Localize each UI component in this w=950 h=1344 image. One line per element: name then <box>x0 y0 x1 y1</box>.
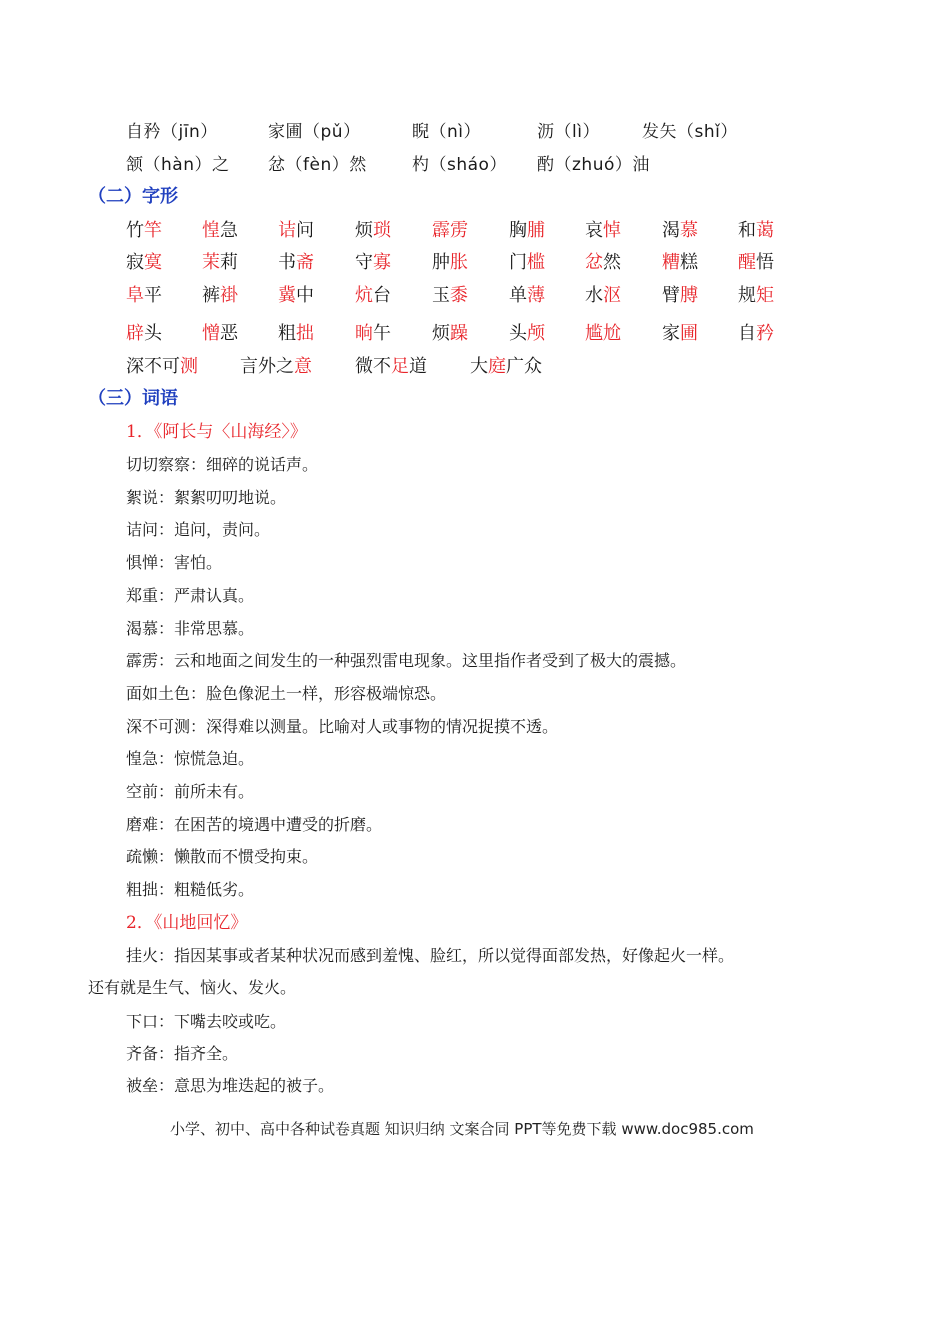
glyph-word <box>662 319 698 345</box>
idiom-4 <box>470 352 542 378</box>
definition-item: 霹雳：云和地面之间发生的一种强烈雷电现象。这里指作者受到了极大的震撼。 <box>126 651 687 671</box>
idiom-text: 大 <box>470 356 488 377</box>
definition-item: 郑重：严肃认真。 <box>126 585 255 605</box>
idiom-2 <box>240 352 312 378</box>
glyph-word <box>662 216 698 242</box>
glyph-word <box>355 319 391 345</box>
glyph-plain: 糕 <box>680 252 698 273</box>
glyph-highlight: 斋 <box>296 252 314 273</box>
section-title-glyphs: （二）字形 <box>88 186 178 207</box>
glyph-word <box>202 319 238 345</box>
glyph-highlight: 沤 <box>603 285 621 306</box>
glyph-highlight: 拙 <box>296 323 314 344</box>
idiom-highlight: 足 <box>391 356 409 377</box>
glyph-word <box>738 248 774 274</box>
idiom-3 <box>355 352 427 378</box>
definition-item: 疏懒：懒散而不惯受拘束。 <box>126 847 319 867</box>
definition-item: 渴慕：非常思慕。 <box>126 618 255 638</box>
footer-text: 小学、初中、高中各种试卷真题 知识归纳 文案合同 PPT等免费下载 www.doc985.com <box>170 1120 754 1138</box>
glyph-plain: 和 <box>738 220 756 241</box>
glyph-highlight: 醒 <box>738 252 756 273</box>
glyph-highlight: 颅 <box>527 323 545 344</box>
pinyin-2-3: 杓（sháo） <box>412 155 507 175</box>
pinyin-1-2: 家圃（pǔ） <box>268 122 361 142</box>
glyph-word <box>738 281 774 307</box>
glyph-highlight: 薄 <box>527 285 545 306</box>
glyph-highlight: 惶 <box>202 220 220 241</box>
glyph-highlight: 阜 <box>126 285 144 306</box>
glyph-highlight: 矩 <box>756 285 774 306</box>
glyph-highlight: 竿 <box>144 220 162 241</box>
glyph-highlight: 尴尬 <box>585 323 621 344</box>
glyph-word <box>202 248 238 274</box>
glyph-plain: 然 <box>603 252 621 273</box>
glyph-highlight: 晌 <box>355 323 373 344</box>
glyph-word <box>738 319 774 345</box>
idiom-highlight: 庭 <box>488 356 506 377</box>
definition-guahuo-cont: 还有就是生气、恼火、发火。 <box>88 978 297 997</box>
glyph-highlight: 忿 <box>585 252 603 273</box>
glyph-highlight: 炕 <box>355 285 373 306</box>
glyph-word <box>278 248 314 274</box>
glyph-plain: 烦 <box>432 323 450 344</box>
glyph-plain: 单 <box>509 285 527 306</box>
glyph-plain: 肿 <box>432 252 450 273</box>
glyph-word <box>432 216 468 242</box>
glyph-word <box>662 248 698 274</box>
glyph-plain: 竹 <box>126 220 144 241</box>
glyph-plain: 急 <box>220 220 238 241</box>
definition-guahuo: 挂火：指因某事或者某种状况而感到羞愧、脸红，所以觉得面部发热，好像起火一样。 <box>126 946 735 965</box>
glyph-word <box>738 216 774 242</box>
pinyin-1-1: 自矜（jīn） <box>126 122 218 142</box>
glyph-highlight: 憎 <box>202 323 220 344</box>
glyph-highlight: 褂 <box>220 285 238 306</box>
definition-item: 面如土色：脸色像泥土一样，形容极端惊恐。 <box>126 683 447 703</box>
glyph-plain: 门 <box>509 252 527 273</box>
glyph-word <box>585 216 621 242</box>
glyph-word <box>355 248 391 274</box>
definition-item: 空前：前所未有。 <box>126 782 255 801</box>
glyph-highlight: 冀 <box>278 285 296 306</box>
definition-item: 下口：下嘴去咬或吃。 <box>126 1012 287 1031</box>
subsection-2-title: 2．《山地回忆》 <box>126 913 248 933</box>
glyph-word <box>278 281 314 307</box>
pinyin-1-3: 睨（nì） <box>412 122 481 142</box>
idiom-highlight: 意 <box>294 356 312 377</box>
glyph-plain: 问 <box>296 220 314 241</box>
glyph-highlight: 慕 <box>680 220 698 241</box>
section-title-words: （三）词语 <box>88 388 178 409</box>
glyph-plain: 自 <box>738 323 756 344</box>
glyph-highlight: 矜 <box>756 323 774 344</box>
glyph-word <box>585 281 621 307</box>
glyph-highlight: 脯 <box>527 220 545 241</box>
glyph-highlight: 诘 <box>278 220 296 241</box>
pinyin-2-4: 酌（zhuó）油 <box>537 155 650 175</box>
definition-item: 深不可测：深得难以测量。比喻对人或事物的情况捉摸不透。 <box>126 716 559 736</box>
pinyin-1-5: 发矢（shǐ） <box>642 122 738 142</box>
glyph-highlight: 霹雳 <box>432 220 468 241</box>
definition-item: 絮说：絮絮叨叨地说。 <box>126 487 287 507</box>
glyph-plain: 规 <box>738 285 756 306</box>
glyph-word <box>585 248 621 274</box>
glyph-plain: 哀 <box>585 220 603 241</box>
glyph-word <box>278 216 314 242</box>
glyph-plain: 裤 <box>202 285 220 306</box>
idiom-text: 微不 <box>355 356 391 377</box>
glyph-plain: 莉 <box>220 252 238 273</box>
pinyin-1-4: 沥（lì） <box>537 122 600 142</box>
glyph-word <box>202 281 238 307</box>
glyph-word <box>509 248 545 274</box>
glyph-plain: 头 <box>144 323 162 344</box>
glyph-plain: 渴 <box>662 220 680 241</box>
glyph-plain: 午 <box>373 323 391 344</box>
glyph-plain: 粗 <box>278 323 296 344</box>
glyph-plain: 中 <box>296 285 314 306</box>
glyph-plain: 恶 <box>220 323 238 344</box>
idiom-1 <box>126 352 198 378</box>
glyph-word <box>509 216 545 242</box>
definition-item: 惶急：惊慌急迫。 <box>126 749 255 769</box>
idiom-text: 深不可 <box>126 356 180 377</box>
glyph-word <box>126 281 162 307</box>
glyph-highlight: 寞 <box>144 252 162 273</box>
glyph-plain: 书 <box>278 252 296 273</box>
glyph-word <box>432 319 468 345</box>
definition-item: 诘问：追问，责问。 <box>126 520 271 540</box>
glyph-highlight: 琐 <box>373 220 391 241</box>
glyph-word <box>355 281 391 307</box>
definition-item: 切切察察：细碎的说话声。 <box>126 455 319 474</box>
glyph-word <box>662 281 698 307</box>
glyph-word <box>202 216 238 242</box>
glyph-plain: 守 <box>355 252 373 273</box>
glyph-word <box>432 281 468 307</box>
glyph-plain: 水 <box>585 285 603 306</box>
glyph-plain: 玉 <box>432 285 450 306</box>
glyph-word <box>126 319 162 345</box>
glyph-word <box>278 319 314 345</box>
idiom-highlight: 测 <box>180 356 198 377</box>
definition-item: 粗拙：粗糙低劣。 <box>126 880 255 900</box>
glyph-word <box>509 281 545 307</box>
idiom-text: 广众 <box>506 356 542 377</box>
idiom-text: 言外之 <box>240 356 294 377</box>
pinyin-2-2: 忿（fèn）然 <box>268 155 367 175</box>
glyph-plain: 胸 <box>509 220 527 241</box>
glyph-highlight: 圃 <box>680 323 698 344</box>
glyph-plain: 台 <box>373 285 391 306</box>
glyph-highlight: 槛 <box>527 252 545 273</box>
glyph-plain: 烦 <box>355 220 373 241</box>
glyph-plain: 悟 <box>756 252 774 273</box>
glyph-word <box>126 248 162 274</box>
glyph-highlight: 躁 <box>450 323 468 344</box>
glyph-highlight: 胀 <box>450 252 468 273</box>
glyph-plain: 家 <box>662 323 680 344</box>
definition-item: 齐备：指齐全。 <box>126 1044 239 1063</box>
glyph-plain: 臂 <box>662 285 680 306</box>
glyph-plain: 平 <box>144 285 162 306</box>
glyph-highlight: 蔼 <box>756 220 774 241</box>
glyph-word <box>509 319 545 345</box>
definition-item: 惧惮：害怕。 <box>126 553 223 573</box>
glyph-highlight: 寡 <box>373 252 391 273</box>
glyph-word <box>585 319 621 345</box>
idiom-text: 道 <box>409 356 427 377</box>
glyph-highlight: 黍 <box>450 285 468 306</box>
glyph-highlight: 辟 <box>126 323 144 344</box>
subsection-1-title: 1．《阿长与〈山海经〉》 <box>126 422 307 442</box>
glyph-word <box>126 216 162 242</box>
definition-item: 磨难：在困苦的境遇中遭受的折磨。 <box>126 814 383 834</box>
glyph-highlight: 悼 <box>603 220 621 241</box>
glyph-plain: 头 <box>509 323 527 344</box>
glyph-word <box>355 216 391 242</box>
glyph-highlight: 茉 <box>202 252 220 273</box>
glyph-word <box>432 248 468 274</box>
glyph-highlight: 糟 <box>662 252 680 273</box>
definition-item: 被垒：意思为堆迭起的被子。 <box>126 1076 335 1095</box>
pinyin-2-1: 颔（hàn）之 <box>126 155 230 175</box>
glyph-plain: 寂 <box>126 252 144 273</box>
glyph-highlight: 膊 <box>680 285 698 306</box>
